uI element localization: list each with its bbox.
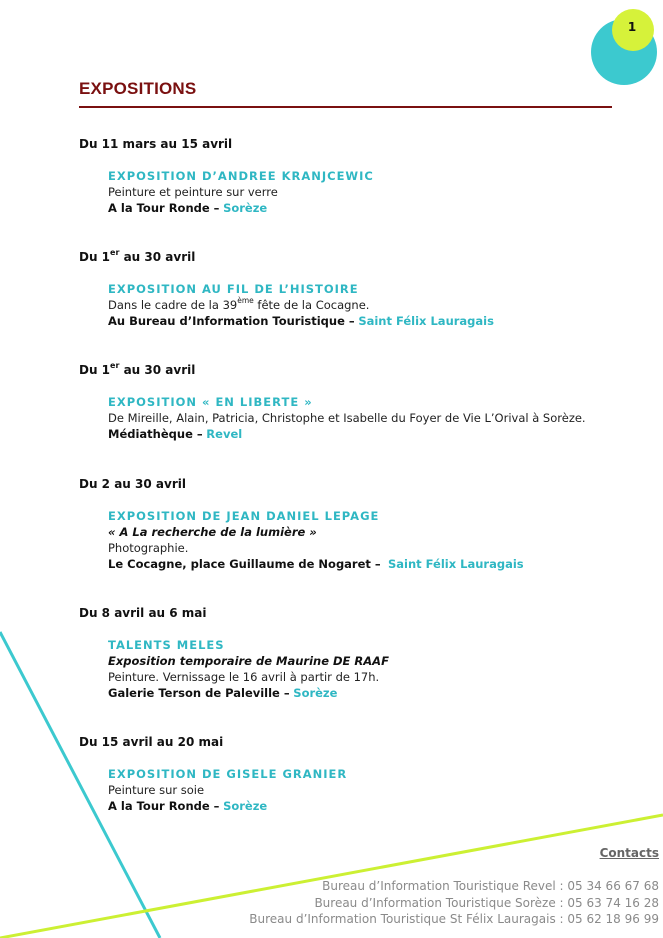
event-6: [79, 734, 639, 814]
title-underline: [79, 106, 612, 108]
event-town: Sorèze: [293, 686, 338, 700]
event-date: Du 8 avril au 6 mai: [79, 606, 207, 620]
event-venue: A la Tour Ronde –: [108, 201, 220, 215]
event-town: Saint Félix Lauragais: [358, 314, 494, 328]
event-location: [108, 685, 639, 701]
event-description: Dans le cadre de la 39ème fête de la Cocagne.: [108, 296, 370, 312]
event-venue: Le Cocagne, place Guillaume de Nogaret –: [108, 557, 381, 571]
page-number: 1: [627, 20, 637, 34]
event-date: Du 1er au 30 avril: [79, 248, 196, 264]
event-description: De Mireille, Alain, Patricia, Christophe et Isabelle du Foyer de Vie L’Orival à Sorèze.: [108, 411, 586, 425]
event-venue: Galerie Terson de Paleville –: [108, 686, 290, 700]
event-town: Sorèze: [223, 799, 268, 813]
event-town: Revel: [206, 427, 243, 441]
event-town: Saint Félix Lauragais: [387, 557, 524, 571]
event-date: Du 1er au 30 avril: [79, 361, 196, 377]
page-title: EXPOSITIONS: [79, 79, 197, 98]
event-4: [79, 476, 639, 572]
event-date: Du 15 avril au 20 mai: [79, 735, 224, 749]
event-venue: Médiathèque –: [108, 427, 203, 441]
contact-line-soreze: Bureau d’Information Touristique Sorèze : 05 63 74 16 28: [314, 896, 659, 910]
event-date: Du 11 mars au 15 avril: [79, 137, 233, 151]
event-title: EXPOSITION DE JEAN DANIEL LEPAGE: [108, 509, 380, 523]
event-title: EXPOSITION « EN LIBERTE »: [108, 395, 313, 409]
contact-line-revel: Bureau d’Information Touristique Revel : 05 34 66 67 68: [322, 879, 659, 893]
event-5: [79, 605, 639, 701]
event-date: Du 2 au 30 avril: [79, 477, 186, 491]
event-2: [79, 249, 639, 329]
event-venue: A la Tour Ronde –: [108, 799, 220, 813]
event-title: EXPOSITION DE GISELE GRANIER: [108, 767, 348, 781]
event-description: Peinture sur soie: [108, 783, 205, 797]
contacts-heading: Contacts: [599, 846, 659, 860]
event-location: [108, 426, 639, 442]
event-subtitle: Exposition temporaire de Maurine DE RAAF: [108, 654, 389, 668]
event-title: TALENTS MELES: [108, 638, 225, 652]
event-location: [108, 798, 639, 814]
event-location: [108, 313, 639, 329]
event-title: EXPOSITION AU FIL DE L’HISTOIRE: [108, 282, 359, 296]
contact-line-st-felix: Bureau d’Information Touristique St Félix Lauragais : 05 62 18 96 99: [249, 912, 659, 926]
event-location: [108, 200, 639, 216]
event-description: Photographie.: [108, 541, 189, 555]
event-description: Peinture et peinture sur verre: [108, 185, 278, 199]
event-town: Sorèze: [223, 201, 268, 215]
event-title: EXPOSITION D’ANDREE KRANJCEWIC: [108, 169, 374, 183]
event-description: Peinture. Vernissage le 16 avril à partir de 17h.: [108, 670, 380, 684]
event-location: [108, 556, 639, 572]
event-1: [79, 136, 639, 216]
event-venue: Au Bureau d’Information Touristique –: [108, 314, 355, 328]
event-subtitle: « A La recherche de la lumière »: [108, 525, 317, 539]
event-3: [79, 362, 639, 442]
